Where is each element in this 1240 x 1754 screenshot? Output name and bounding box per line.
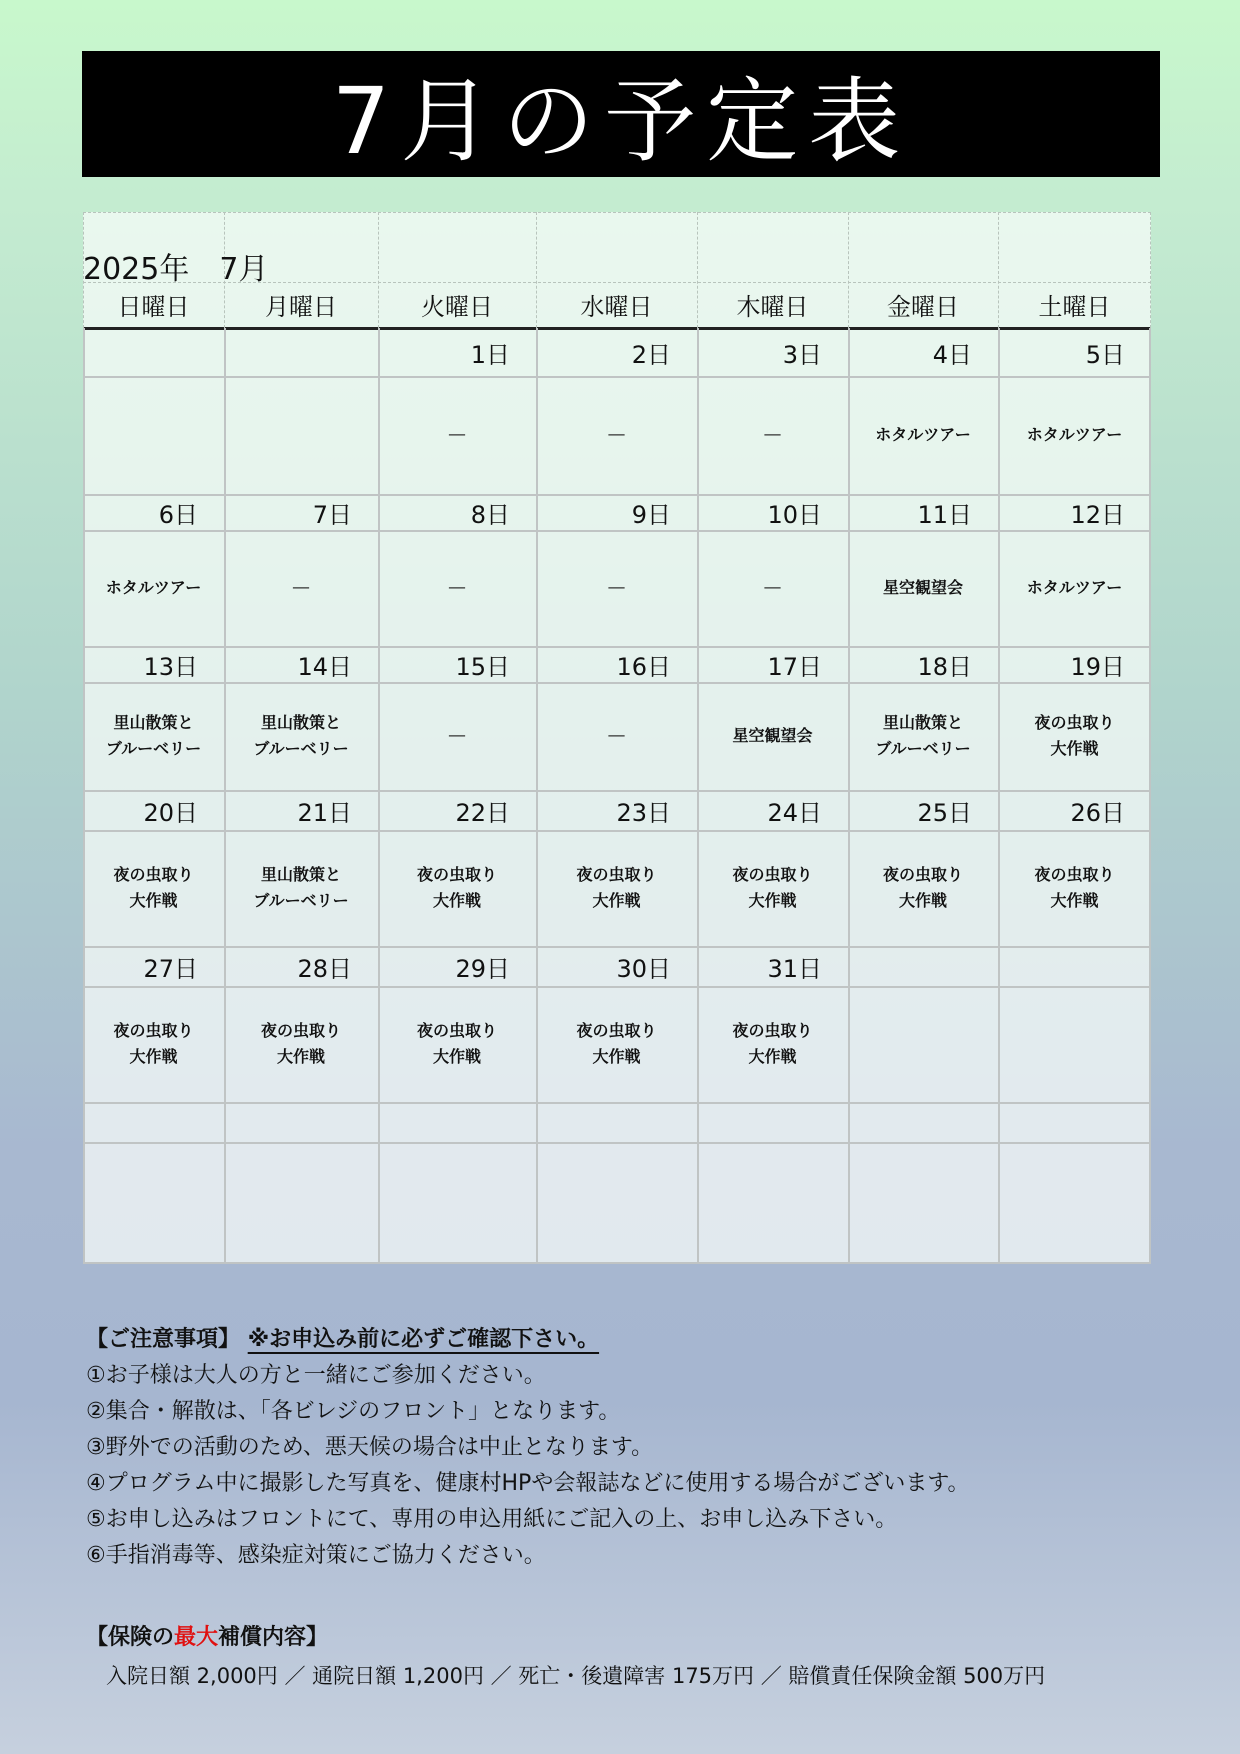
weekday-header: 土曜日	[1038, 292, 1111, 321]
event-cell: 夜の虫取り 大作戦	[260, 1021, 341, 1066]
day-number: 12日	[1070, 500, 1125, 529]
day-number: 7日	[312, 500, 352, 529]
day-number	[83, 328, 224, 376]
year-month-label: 2025年 7月	[83, 252, 269, 287]
day-number: 25日	[917, 798, 972, 827]
day-number: 20日	[143, 798, 198, 827]
event-cell: 夜の虫取り 大作戦	[1034, 865, 1115, 910]
grid-line	[83, 212, 1151, 213]
weekday-header: 木曜日	[736, 292, 809, 321]
insurance-heading-pre: 【保険の	[86, 1625, 175, 1650]
event-cell: —	[607, 424, 626, 445]
event-cell: —	[607, 577, 626, 598]
day-number: 31日	[767, 954, 822, 983]
insurance-heading-max: 最大	[174, 1625, 219, 1650]
note-item: ⑤お申し込みはフロントにて、専用の申込用紙にご記入の上、お申し込み下さい。	[86, 1507, 898, 1532]
notes-heading-emphasis: ※お申込み前に必ずご確認下さい。	[247, 1327, 600, 1352]
event-cell: 里山散策と ブルーベリー	[253, 865, 349, 910]
day-number: 27日	[143, 954, 198, 983]
event-cell: 夜の虫取り 大作戦	[732, 1021, 813, 1066]
event-cell	[536, 1142, 697, 1262]
event-cell: 夜の虫取り 大作戦	[416, 1021, 497, 1066]
weekday-header: 金曜日	[887, 292, 959, 321]
event-cell: ホタルツアー	[1026, 578, 1123, 597]
event-cell	[224, 1142, 378, 1262]
day-number: 18日	[917, 652, 972, 681]
event-cell	[224, 376, 378, 494]
day-number	[224, 1102, 378, 1142]
event-cell: ホタルツアー	[1026, 425, 1123, 444]
notes-heading-label: 【ご注意事項】	[86, 1327, 241, 1352]
event-cell: —	[763, 577, 782, 598]
day-number: 29日	[455, 954, 510, 983]
day-number: 26日	[1070, 798, 1125, 827]
event-cell: 星空観望会	[882, 578, 963, 597]
day-number: 1日	[470, 340, 510, 369]
event-cell: 星空観望会	[732, 726, 813, 745]
event-cell	[83, 1142, 224, 1262]
day-number: 15日	[455, 652, 510, 681]
event-cell	[378, 1142, 536, 1262]
day-number: 8日	[470, 500, 510, 529]
day-number	[83, 1102, 224, 1142]
note-item: ①お子様は大人の方と一緒にご参加ください。	[86, 1363, 546, 1388]
calendar-grid	[83, 212, 1151, 1262]
event-cell: 夜の虫取り 大作戦	[576, 865, 657, 910]
event-cell: 里山散策と ブルーベリー	[105, 713, 202, 758]
weekday-header: 火曜日	[421, 292, 493, 321]
day-number	[848, 1102, 998, 1142]
event-cell	[848, 986, 998, 1102]
event-cell: 夜の虫取り 大作戦	[882, 865, 963, 910]
day-number: 14日	[297, 652, 352, 681]
event-cell	[848, 1142, 998, 1262]
event-cell: —	[292, 577, 310, 598]
day-number: 24日	[767, 798, 822, 827]
day-number: 28日	[297, 954, 352, 983]
day-number: 5日	[1085, 340, 1125, 369]
day-number: 13日	[143, 652, 198, 681]
day-number	[998, 946, 1151, 986]
day-number: 4日	[932, 340, 972, 369]
insurance-details: 入院日額 2,000円 ／ 通院日額 1,200円 ／ 死亡・後遺障害 175万円 ／ 賠償責任保険金額 500万円	[106, 1664, 1046, 1688]
day-number: 9日	[631, 500, 671, 529]
day-number: 19日	[1070, 652, 1125, 681]
event-cell: 夜の虫取り 大作戦	[576, 1021, 657, 1066]
event-cell: —	[607, 725, 626, 746]
day-number	[697, 1102, 848, 1142]
grid-line	[83, 1262, 1151, 1264]
day-number: 11日	[917, 500, 972, 529]
day-number: 6日	[158, 500, 198, 529]
notes-section	[86, 1322, 1186, 1574]
weekday-header: 水曜日	[580, 292, 653, 321]
event-cell: 夜の虫取り 大作戦	[1034, 713, 1115, 758]
event-cell: —	[763, 424, 782, 445]
day-number: 3日	[782, 340, 822, 369]
weekday-header: 日曜日	[117, 292, 190, 321]
day-number: 16日	[616, 652, 671, 681]
insurance-heading	[86, 1620, 328, 1651]
event-cell	[998, 986, 1151, 1102]
event-cell	[83, 376, 224, 494]
event-cell: —	[448, 424, 466, 445]
day-number: 2日	[631, 340, 671, 369]
day-number	[998, 1102, 1151, 1142]
event-cell: ホタルツアー	[105, 578, 202, 597]
day-number: 17日	[767, 652, 822, 681]
event-cell: 夜の虫取り 大作戦	[732, 865, 813, 910]
event-cell: 里山散策と ブルーベリー	[875, 713, 971, 758]
event-cell: —	[448, 577, 466, 598]
event-cell: 夜の虫取り 大作戦	[113, 1021, 194, 1066]
note-item: ④プログラム中に撮影した写真を、健康村HPや会報誌などに使用する場合がございます。	[86, 1471, 970, 1496]
notes-heading	[86, 1322, 1186, 1358]
event-cell: 里山散策と ブルーベリー	[253, 713, 349, 758]
calendar	[83, 212, 1151, 1262]
event-cell: ホタルツアー	[875, 425, 971, 444]
day-number	[848, 946, 998, 986]
day-number	[224, 328, 378, 376]
event-cell	[998, 1142, 1151, 1262]
day-number: 22日	[455, 798, 510, 827]
event-cell	[697, 1142, 848, 1262]
note-item: ②集合・解散は、「各ビレジのフロント」となります。	[86, 1399, 621, 1424]
day-number	[378, 1102, 536, 1142]
event-cell: 夜の虫取り 大作戦	[416, 865, 497, 910]
day-number: 23日	[616, 798, 671, 827]
insurance-heading-post: 補償内容】	[218, 1625, 329, 1650]
note-item: ⑥手指消毒等、感染症対策にご協力ください。	[86, 1543, 546, 1568]
day-number: 30日	[616, 954, 671, 983]
day-number	[536, 1102, 697, 1142]
day-number: 21日	[297, 798, 352, 827]
page-title: 7月の予定表	[82, 51, 1160, 177]
event-cell: 夜の虫取り 大作戦	[113, 865, 194, 910]
note-item: ③野外での活動のため、悪天候の場合は中止となります。	[86, 1435, 654, 1460]
day-number: 10日	[767, 500, 822, 529]
event-cell: —	[448, 725, 466, 746]
weekday-header: 月曜日	[265, 292, 337, 321]
